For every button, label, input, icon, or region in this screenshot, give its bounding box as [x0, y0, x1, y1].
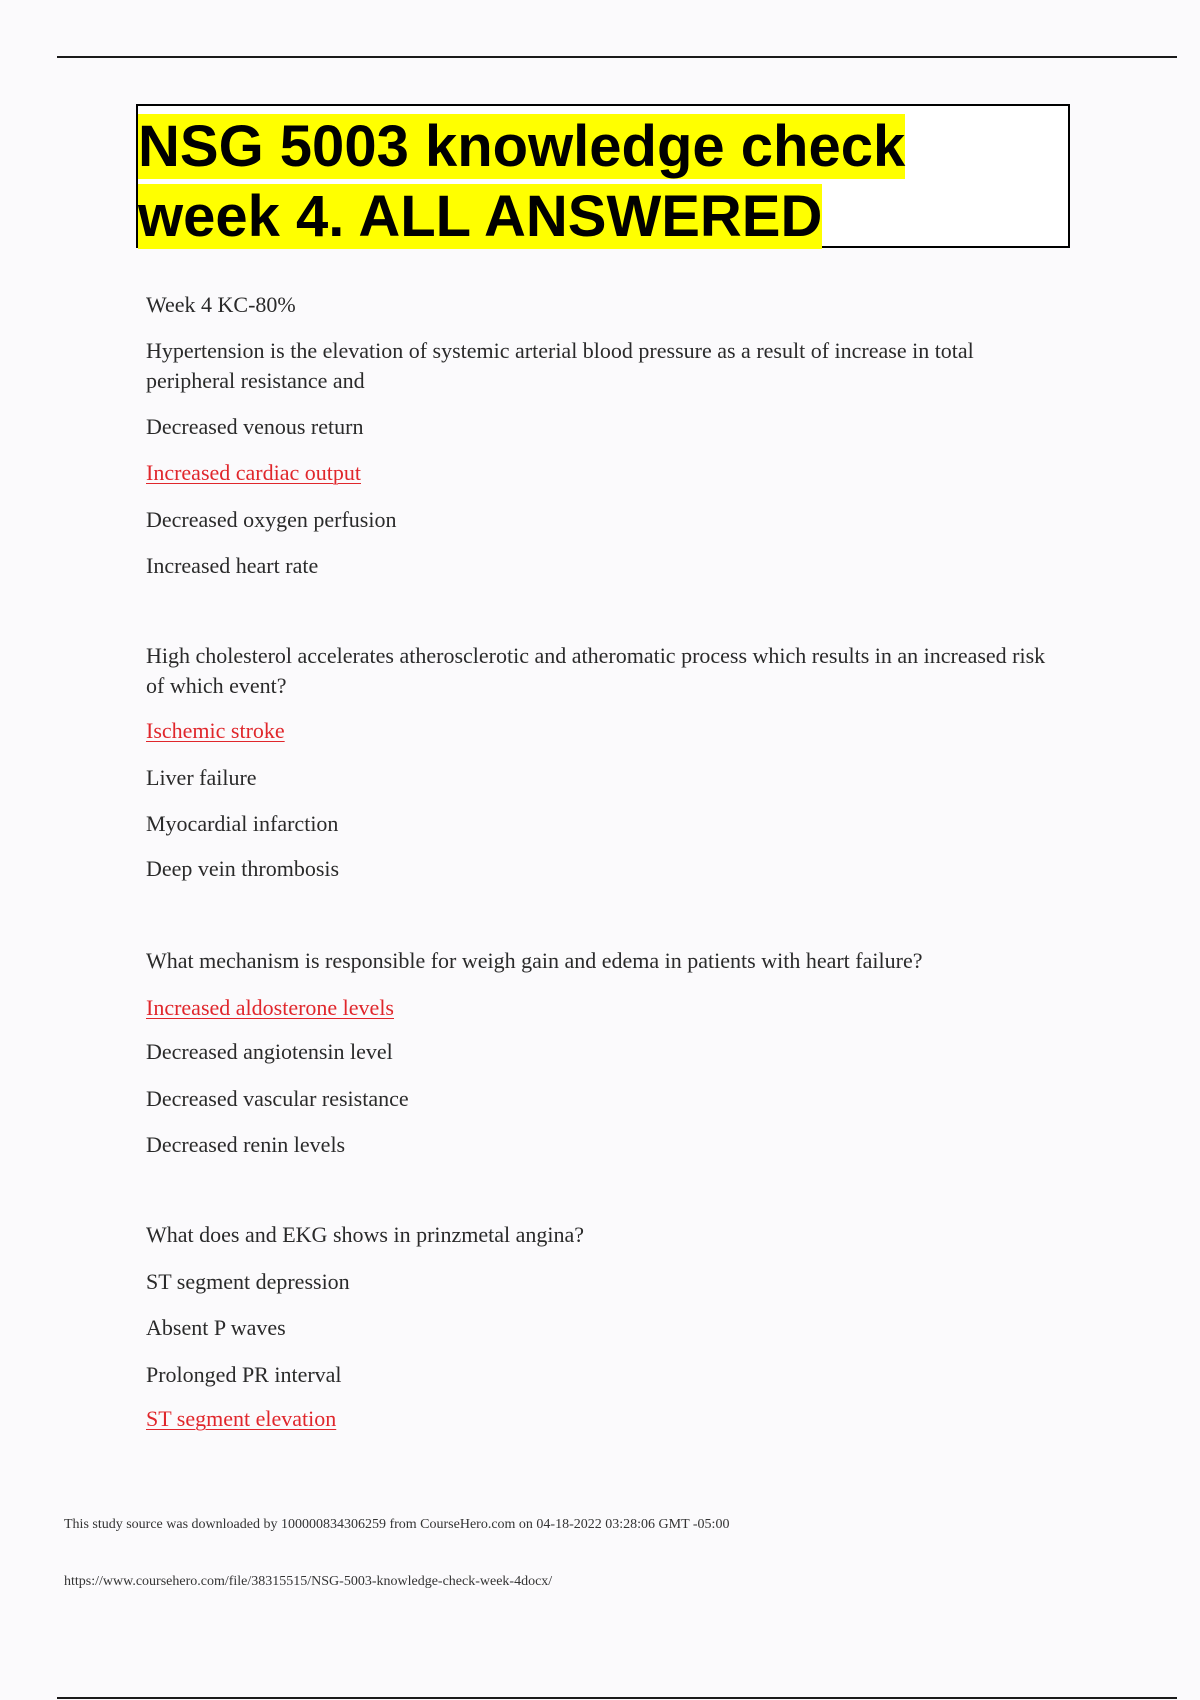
question-1-option-2-correct: Increased cardiac output — [146, 460, 361, 485]
question-1-option-4: Increased heart rate — [146, 553, 319, 578]
question-4-option-4-correct: ST segment elevation — [146, 1406, 337, 1431]
question-3-option-1-correct: Increased aldosterone levels — [146, 995, 394, 1020]
question-1-option-1: Decreased venous return — [146, 414, 364, 439]
question-3-prompt: What mechanism is responsible for weigh gain and edema in patients with heart failure? — [146, 948, 923, 973]
question-2-prompt: High cholesterol accelerates atherosclerotic and atheromatic process which results in an increased risk of which event? — [146, 643, 1046, 698]
question-1-prompt: Hypertension is the elevation of systemic arterial blood pressure as a result of increase in total peripheral resistance and — [146, 338, 974, 393]
title-line-2: week 4. ALL ANSWERED — [138, 184, 823, 249]
top-rule — [57, 56, 1177, 58]
source-attribution: This study source was downloaded by 100000834306259 from CourseHero.com on 04-18-2022 03:28:06 GMT -05:00 — [64, 1517, 730, 1532]
question-4-prompt: What does and EKG shows in prinzmetal angina? — [146, 1222, 585, 1247]
score-label: Week 4 KC-80% — [146, 292, 296, 317]
question-3-option-3: Decreased vascular resistance — [146, 1086, 409, 1111]
title-line-1: NSG 5003 knowledge check — [138, 114, 906, 179]
source-url: https://www.coursehero.com/file/38315515/NSG-5003-knowledge-check-week-4docx/ — [64, 1574, 553, 1589]
question-3-option-2: Decreased angiotensin level — [146, 1039, 393, 1064]
title-box — [136, 104, 1070, 248]
question-2-option-3: Myocardial infarction — [146, 811, 339, 836]
question-3-option-4: Decreased renin levels — [146, 1132, 346, 1157]
bottom-rule — [57, 1697, 1177, 1699]
question-2-option-2: Liver failure — [146, 765, 257, 790]
page-title — [138, 112, 1068, 252]
question-4-option-1: ST segment depression — [146, 1269, 350, 1294]
question-4-option-3: Prolonged PR interval — [146, 1362, 342, 1387]
question-2-option-4: Deep vein thrombosis — [146, 856, 340, 881]
question-1-option-3: Decreased oxygen perfusion — [146, 507, 397, 532]
question-4-option-2: Absent P waves — [146, 1315, 286, 1340]
question-2-option-1-correct: Ischemic stroke — [146, 718, 285, 743]
